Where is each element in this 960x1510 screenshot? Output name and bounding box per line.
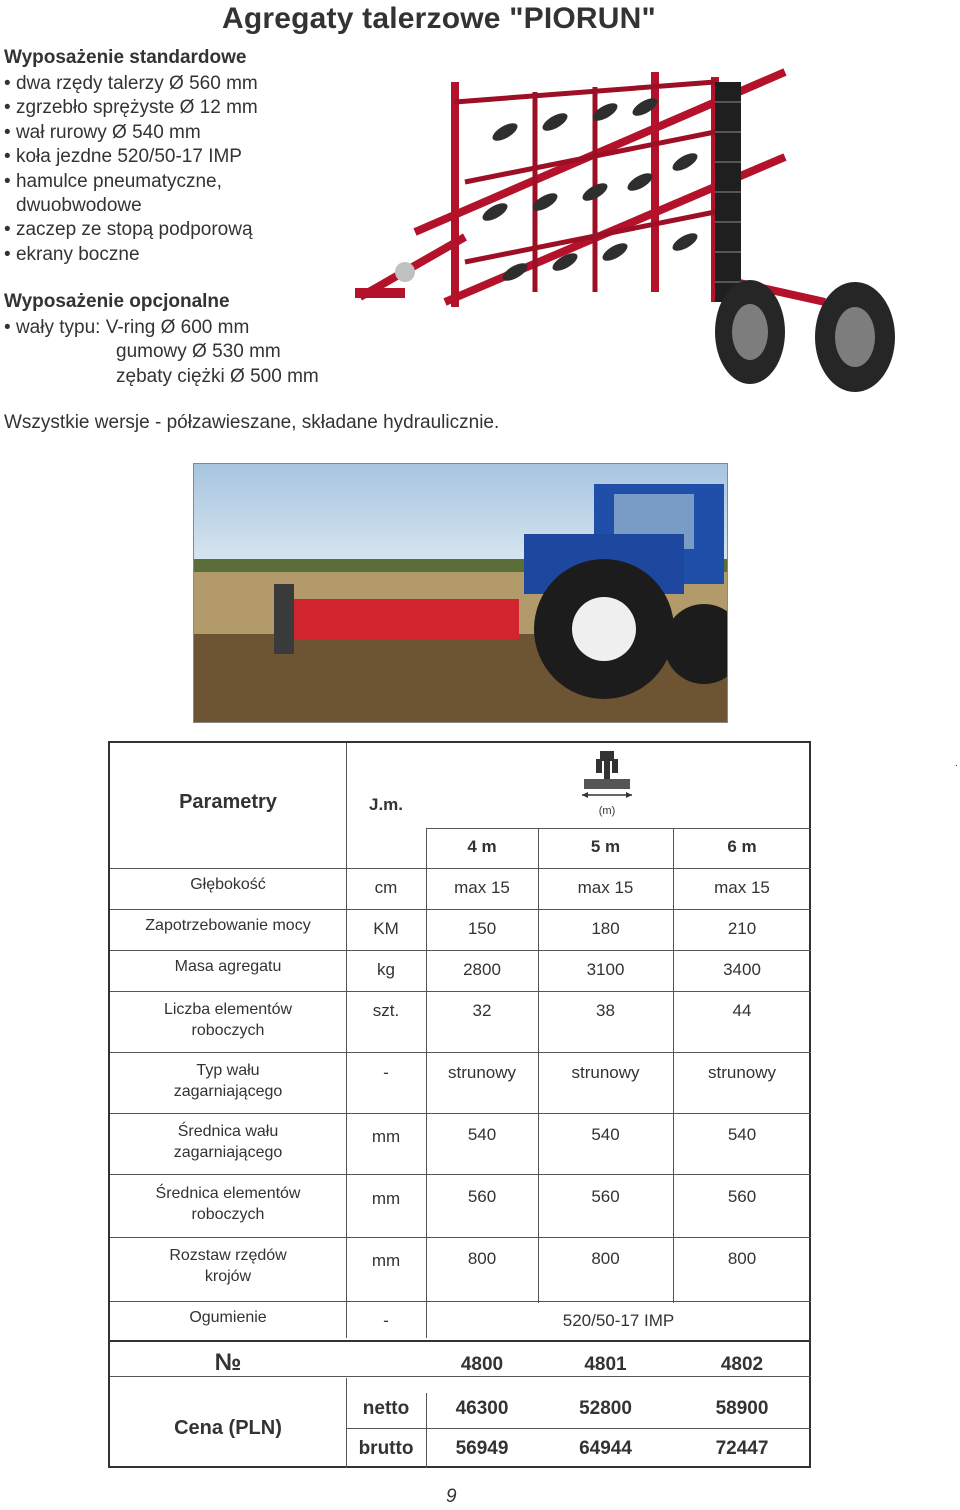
working-width-icon	[578, 749, 636, 801]
price-netto: 58900	[715, 1398, 769, 1419]
row-value: 560	[467, 1187, 497, 1206]
optional-heading: Wyposażenie opcjonalne	[4, 291, 230, 312]
row-value: 2800	[463, 960, 501, 979]
row-label	[110, 1121, 346, 1163]
list-item: • koła jezdne 520/50-17 IMP	[4, 145, 258, 169]
parameters-table	[108, 741, 811, 1468]
catalogue-number-label: №	[214, 1349, 242, 1376]
row-value: 3100	[586, 960, 625, 979]
page-title: Agregaty talerzowe "PIORUN"	[222, 2, 656, 35]
catalogue-number: 4802	[720, 1354, 764, 1375]
icon-caption: (m)	[598, 805, 616, 817]
price-netto: 52800	[579, 1398, 632, 1419]
width-5m: 5 m	[590, 837, 621, 856]
row-value: 210	[727, 919, 757, 938]
row-label	[110, 1245, 346, 1287]
price-brutto: 72447	[715, 1438, 769, 1459]
list-item: • zaczep ze stopą podporową	[4, 218, 258, 242]
row-unit: kg	[377, 960, 395, 979]
row-value: 540	[467, 1125, 497, 1144]
list-item: • hamulce pneumatyczne,	[4, 170, 258, 194]
row-value-merged: 520/50-17 IMP	[562, 1311, 675, 1330]
price-brutto: 64944	[579, 1438, 632, 1459]
row-label-line: Średnica elementów	[155, 1185, 301, 1202]
list-item: dwuobwodowe	[16, 195, 142, 217]
row-label-line: zagarniającego	[173, 1083, 283, 1100]
row-unit: mm	[371, 1189, 401, 1208]
row-value: max 15	[714, 878, 770, 897]
row-label	[110, 1183, 346, 1225]
row-label-line: Rozstaw rzędów	[169, 1247, 287, 1264]
row-value: strunowy	[707, 1063, 777, 1082]
page-number: 9	[446, 1486, 457, 1507]
row-value: 540	[727, 1125, 757, 1144]
row-unit: -	[383, 1063, 389, 1082]
optional-list	[4, 316, 319, 389]
list-item: • ekrany boczne	[4, 243, 258, 267]
header-parameters: Parametry	[179, 791, 277, 813]
standard-list	[4, 72, 258, 267]
row-value: 32	[472, 1001, 492, 1020]
row-label: Masa agregatu	[174, 958, 282, 975]
row-label: Głębokość	[190, 876, 266, 893]
row-unit: -	[383, 1311, 389, 1330]
row-value: 560	[591, 1187, 620, 1206]
stray-dot: .	[955, 758, 958, 769]
list-item: • wały typu: V-ring Ø 600 mm	[4, 316, 319, 340]
row-value: 150	[467, 919, 497, 938]
catalogue-number: 4800	[460, 1354, 504, 1375]
row-label-line: Typ wału	[196, 1062, 260, 1079]
row-unit: KM	[373, 919, 399, 938]
catalogue-number: 4801	[584, 1354, 627, 1375]
list-item: • zgrzebło sprężyste Ø 12 mm	[4, 96, 258, 120]
row-value: 38	[596, 1001, 615, 1020]
row-value: 800	[591, 1249, 620, 1268]
row-value: 800	[727, 1249, 757, 1268]
header-unit: J.m.	[368, 795, 404, 814]
row-label-line: krojów	[204, 1268, 252, 1285]
row-unit: mm	[371, 1127, 401, 1146]
row-value: 560	[727, 1187, 757, 1206]
standard-heading: Wyposażenie standardowe	[4, 47, 247, 68]
row-label	[110, 999, 346, 1041]
row-value: 800	[467, 1249, 497, 1268]
note-text: Wszystkie wersje - półzawieszane, składane hydraulicznie.	[4, 412, 500, 433]
list-item: zębaty ciężki Ø 500 mm	[116, 365, 319, 387]
width-6m: 6 m	[727, 837, 757, 856]
row-value: strunowy	[447, 1063, 517, 1082]
row-unit: szt.	[372, 1001, 400, 1020]
row-label-line: Średnica wału	[177, 1123, 279, 1140]
row-label-line: zagarniającego	[173, 1144, 283, 1161]
row-unit: cm	[374, 878, 398, 897]
row-value: 44	[732, 1001, 752, 1020]
row-label-line: roboczych	[191, 1206, 265, 1223]
list-item: • wał rurowy Ø 540 mm	[4, 121, 258, 145]
row-value: 180	[591, 919, 620, 938]
field-photo	[193, 463, 728, 723]
width-4m: 4 m	[467, 837, 497, 856]
row-label	[110, 1060, 346, 1102]
row-value: max 15	[454, 878, 510, 897]
price-label: Cena (PLN)	[174, 1417, 282, 1439]
row-label: Ogumienie	[189, 1309, 267, 1326]
row-value: 3400	[723, 960, 761, 979]
row-unit: mm	[371, 1251, 401, 1270]
row-value: max 15	[577, 878, 634, 897]
row-value: 540	[591, 1125, 620, 1144]
price-netto: 46300	[455, 1398, 509, 1419]
list-item: • dwa rzędy talerzy Ø 560 mm	[4, 72, 258, 96]
machine-photo	[355, 62, 905, 392]
row-value: strunowy	[571, 1063, 640, 1082]
netto-label: netto	[362, 1398, 410, 1419]
row-label-line: Liczba elementów	[163, 1001, 293, 1018]
list-item: gumowy Ø 530 mm	[116, 341, 281, 363]
row-label: Zapotrzebowanie mocy	[145, 917, 311, 934]
row-label-line: roboczych	[191, 1022, 265, 1039]
brutto-label: brutto	[358, 1438, 414, 1459]
price-brutto: 56949	[455, 1438, 509, 1459]
